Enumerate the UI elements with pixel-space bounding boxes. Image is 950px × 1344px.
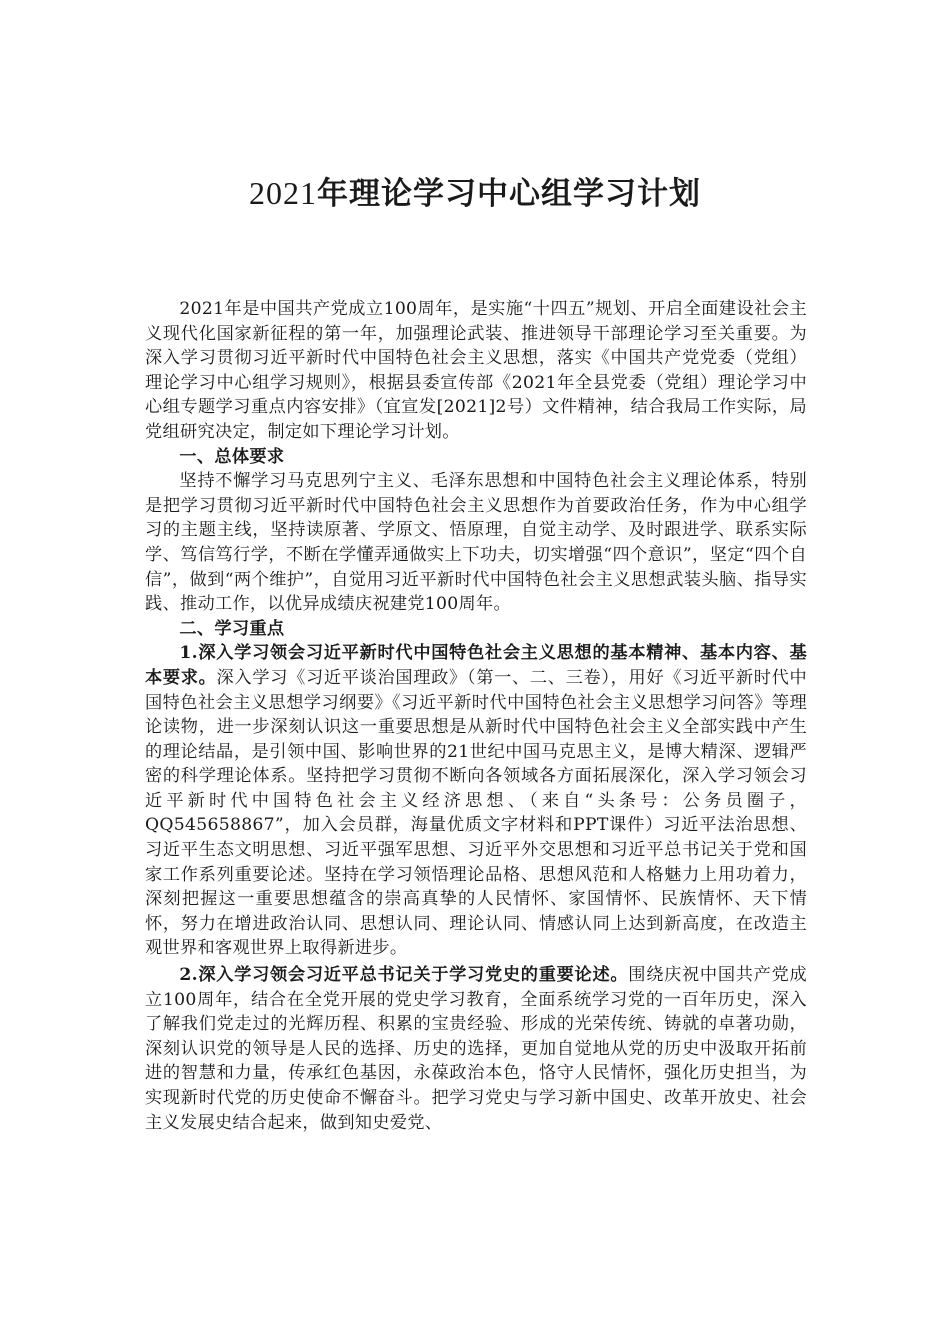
document-body [145,297,807,1135]
focus-item-2 [145,963,807,1135]
focus-item-1-heading: 1.深入学习领会习近平新时代中国特色社会主义思想的基本精神、基本内容、基本要求。 [145,643,807,688]
focus-item-1-text: 深入学习《习近平谈治国理政》（第一、二、三卷），用好《习近平新时代中国特色社会主义思想学习纲要》《习近平新时代中国特色社会主义思想学习问答》等理论读物，进一步深刻认识这一重要思想是从新时代中国特色社会主义全部实践中产生的理论结晶，是引领中国、影响世界的21世纪中国马克思主义，是博大精深、逻辑严密的科学理论体系。坚持把学习贯彻不断向各领域各方面拓展深化，深入学习领会习近平新时代中国特色社会主义经济思想、（来自“头条号：公务员圈子，QQ545658867”，加入会员群，海量优质文字材料和PPT课件）习近平法治思想、习近平生态文明思想、习近平强军思想、习近平外交思想和习近平总书记关于党和国家工作系列重要论述。坚持在学习领悟理论品格、思想风范和人格魅力上用功着力，深刻把握这一重要思想蕴含的崇高真挚的人民情怀、家国情怀、民族情怀、天下情怀，努力在增进政治认同、思想认同、理论认同、情感认同上达到新高度，在改造主观世界和客观世界上取得新进步。 [145,667,807,959]
section-heading-general: 一、总体要求 [179,446,285,467]
section-heading-focus: 二、学习重点 [179,618,285,639]
focus-item-2-heading: 2.深入学习领会习近平总书记关于学习党史的重要论述。 [179,965,629,986]
intro-paragraph: 2021年是中国共产党成立100周年，是实施“十四五”规划、开启全面建设社会主义现代化国家新征程的第一年，加强理论武装、推进领导干部理论学习至关重要。为深入学习贯彻习近平新时代中国特色社会主义思想，落实《中国共产党党委（党组）理论学习中心组学习规则》，根据县委宣传部《2021年全县党委（党组）理论学习中心组专题学习重点内容安排》（宜宣发[2021]2号）文件精神，结合我局工作实际，局党组研究决定，制定如下理论学习计划。 [145,299,807,442]
document-title [0,168,950,213]
general-requirements-paragraph: 坚持不懈学习马克思列宁主义、毛泽东思想和中国特色社会主义理论体系，特别是把学习贯彻习近平新时代中国特色社会主义思想作为首要政治任务，作为中心组学习的主题主线，坚持读原著、学原文、悟原理，自觉主动学、及时跟进学、联系实际学、笃信笃行学，不断在学懂弄通做实上下功夫，切实增强“四个意识”，坚定“四个自信”，做到“两个维护”，自觉用习近平新时代中国特色社会主义思想武装头脑、指导实践、推动工作，以优异成绩庆祝建党100周年。 [145,471,807,615]
focus-item-1 [145,641,807,961]
focus-item-2-text: 围绕庆祝中国共产党成立100周年，结合在全党开展的党史学习教育，全面系统学习党的一百年历史，深入了解我们党走过的光辉历程、积累的宝贵经验、形成的光荣传统、铸就的卓著功勋，深刻认识党的领导是人民的选择、历史的选择，更加自觉地从党的历史中汲取开拓前进的智慧和力量，传承红色基因，永葆政治本色，恪守人民情怀，强化历史担当，为实现新时代党的历史使命不懈奋斗。把学习党史与学习新中国史、改革开放史、社会主义发展史结合起来，做到知史爱党、 [145,965,807,1133]
title-text: 年理论学习中心组学习计划 [317,176,701,212]
title-year: 2021 [249,175,317,211]
